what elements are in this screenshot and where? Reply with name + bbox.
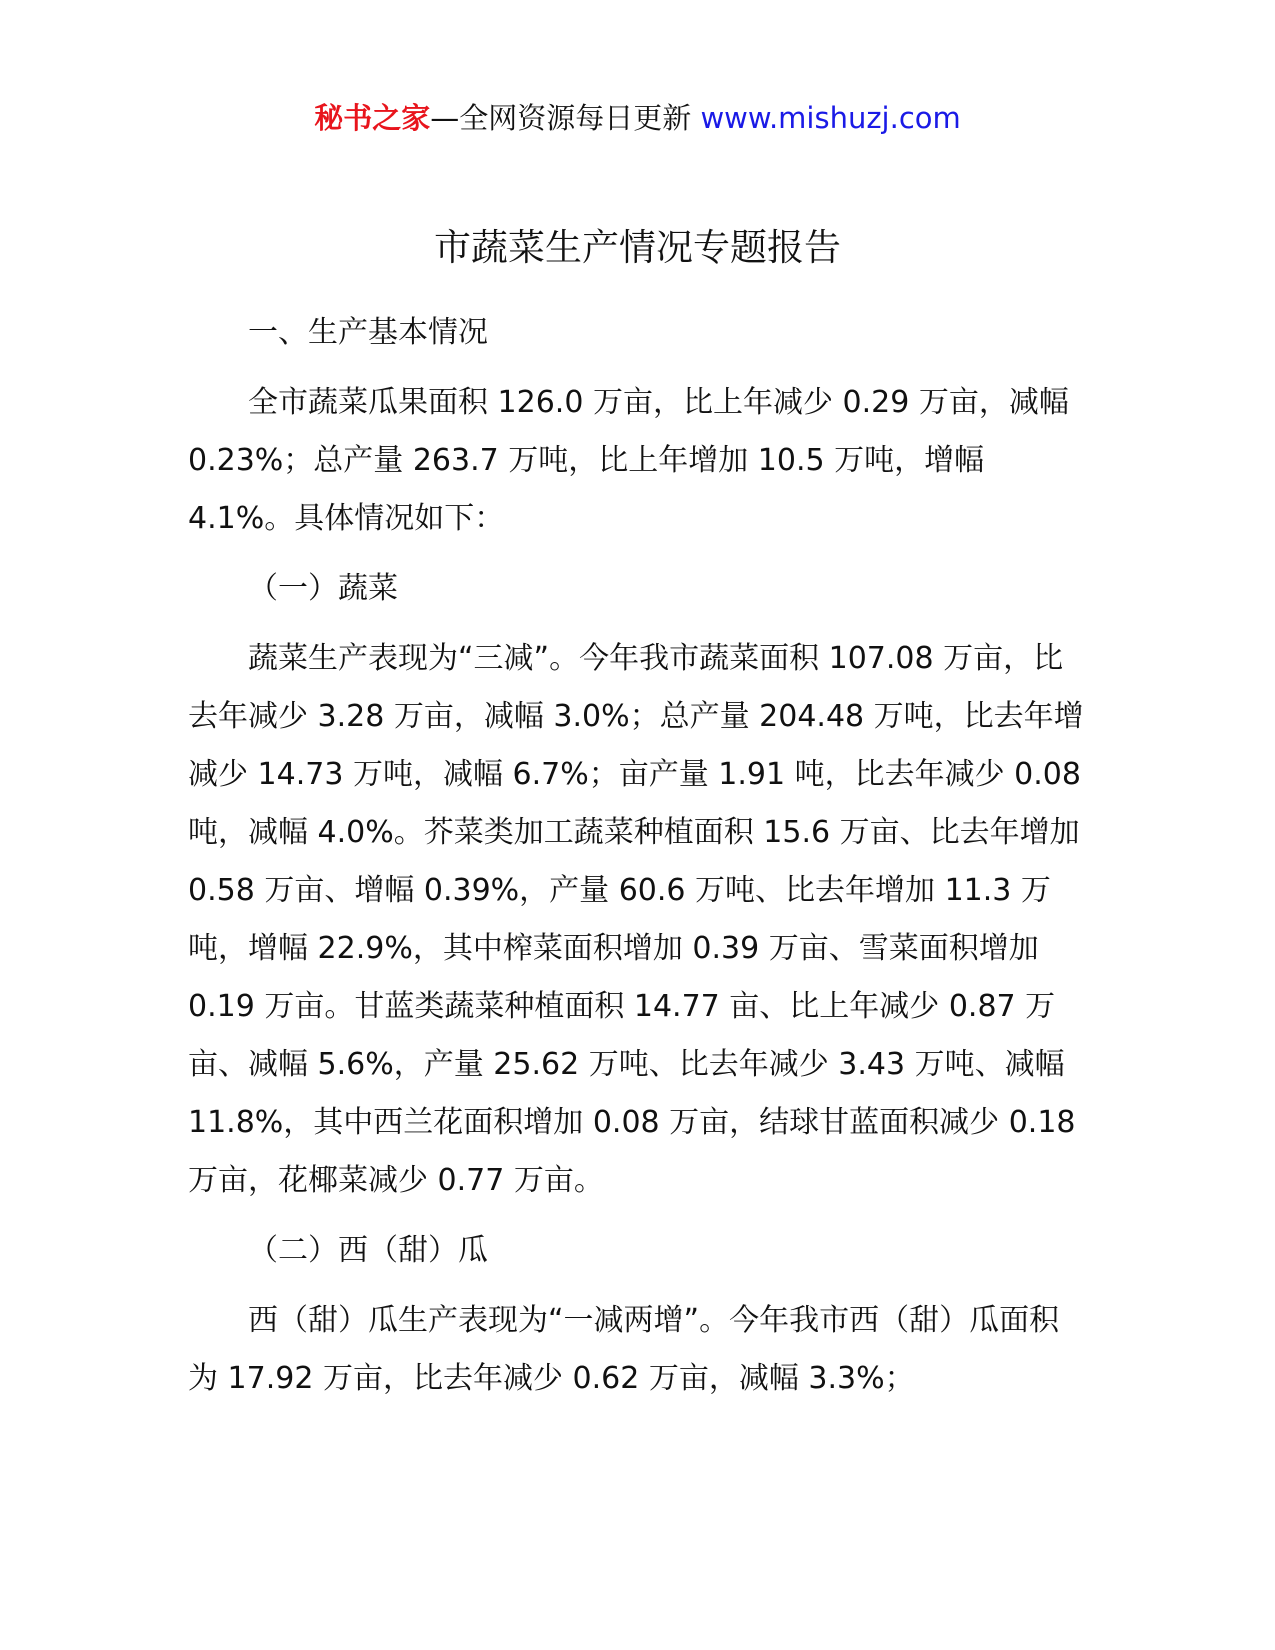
document-title: 市蔬菜生产情况专题报告 <box>434 226 841 269</box>
paragraph-vegetables: 蔬菜生产表现为“三减”。今年我市蔬菜面积 107.08 万亩，比去年减少 3.28 万亩，减幅 3.0%；总产量 204.48 万吨，比去年增减少 14.73 万吨，减幅 6.7%；亩产量 1.91 吨，比去年减少 0.08 吨，减幅 4.0%。芥菜类加工蔬菜种植面积 15.6 万亩、比去年增加 0.58 万亩、增幅 0.39%，产量 60.6 万吨、比去年增加 11.3 万吨，增幅 22.9%，其中榨菜面积增加 0.39 万亩、雪菜面积增加 0.19 万亩。甘蓝类蔬菜种植面积 14.77 亩、比上年减少 0.87 万亩、减幅 5.6%，产量 25.62 万吨、比去年减少 3.43 万吨、减幅 11.8%，其中西兰花面积增加 0.08 万亩，结球甘蓝面积减少 0.18 万亩，花椰菜减少 0.77 万亩。 <box>188 641 1084 1198</box>
section-heading-melons: （二）西（甜）瓜 <box>248 1233 488 1268</box>
section-heading-vegetables: （一）蔬菜 <box>248 571 398 606</box>
section-heading-basic: 一、生产基本情况 <box>248 315 488 350</box>
page-header <box>0 98 1275 138</box>
brand-name: 秘书之家 <box>314 101 431 135</box>
paragraph-melons: 西（甜）瓜生产表现为“一减两增”。今年我市西（甜）瓜面积为 17.92 万亩，比去年减少 0.62 万亩，减幅 3.3%； <box>188 1303 1060 1396</box>
document-body <box>188 304 1088 1420</box>
header-tagline: —全网资源每日更新 <box>430 101 701 135</box>
paragraph-summary: 全市蔬菜瓜果面积 126.0 万亩，比上年减少 0.29 万亩，减幅 0.23%；总产量 263.7 万吨，比上年增加 10.5 万吨，增幅 4.1%。具体情况如下： <box>188 385 1069 536</box>
website-link[interactable]: www.mishuzj.com <box>700 101 961 135</box>
